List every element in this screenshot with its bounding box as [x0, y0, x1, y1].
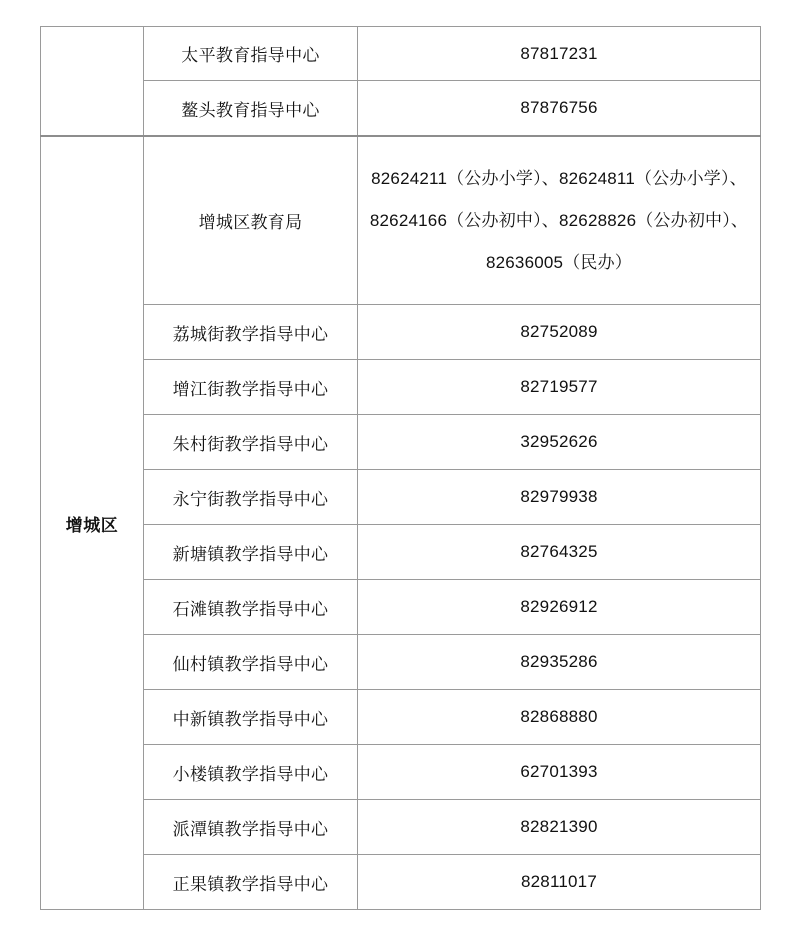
office-name-cell: 正果镇教学指导中心 — [144, 855, 358, 910]
table-row — [41, 855, 761, 910]
phone-number-cell: 82926912 — [358, 580, 761, 635]
contact-directory-table — [40, 26, 761, 910]
phone-number-cell: 82764325 — [358, 525, 761, 580]
phone-number-cell: 87876756 — [358, 81, 761, 137]
table-row — [41, 305, 761, 360]
phone-number-cell: 82752089 — [358, 305, 761, 360]
office-name-cell: 仙村镇教学指导中心 — [144, 635, 358, 690]
table-row — [41, 415, 761, 470]
table-body — [41, 27, 761, 910]
phone-number-cell: 82868880 — [358, 690, 761, 745]
table-row — [41, 136, 761, 305]
table-row — [41, 635, 761, 690]
office-name-cell: 新塘镇教学指导中心 — [144, 525, 358, 580]
table-row — [41, 27, 761, 81]
office-name-cell: 小楼镇教学指导中心 — [144, 745, 358, 800]
office-name-cell: 鳌头教育指导中心 — [144, 81, 358, 137]
phone-number-cell: 62701393 — [358, 745, 761, 800]
table-row — [41, 81, 761, 137]
region-cell-continued — [41, 27, 144, 137]
office-name-cell: 增江街教学指导中心 — [144, 360, 358, 415]
phone-number-cell: 82821390 — [358, 800, 761, 855]
office-name-cell: 荔城街教学指导中心 — [144, 305, 358, 360]
phone-number-cell: 32952626 — [358, 415, 761, 470]
table-row — [41, 745, 761, 800]
office-name-cell: 石滩镇教学指导中心 — [144, 580, 358, 635]
office-name-cell: 增城区教育局 — [144, 136, 358, 305]
phone-number-cell: 87817231 — [358, 27, 761, 81]
office-name-cell: 朱村街教学指导中心 — [144, 415, 358, 470]
phone-number-cell-multiline: 82624211（公办小学）、82624811（公办小学）、82624166（公办初中）、82628826（公办初中）、82636005（民办） — [358, 136, 761, 305]
phone-number-cell: 82935286 — [358, 635, 761, 690]
table-row — [41, 525, 761, 580]
office-name-cell: 永宁街教学指导中心 — [144, 470, 358, 525]
table-row — [41, 470, 761, 525]
region-cell-zengcheng: 增城区 — [41, 136, 144, 910]
table-row — [41, 800, 761, 855]
phone-number-cell: 82811017 — [358, 855, 761, 910]
office-name-cell: 太平教育指导中心 — [144, 27, 358, 81]
office-name-cell: 派潭镇教学指导中心 — [144, 800, 358, 855]
phone-number-cell: 82979938 — [358, 470, 761, 525]
table-row — [41, 580, 761, 635]
phone-number-cell: 82719577 — [358, 360, 761, 415]
table-row — [41, 690, 761, 745]
office-name-cell: 中新镇教学指导中心 — [144, 690, 358, 745]
table-row — [41, 360, 761, 415]
